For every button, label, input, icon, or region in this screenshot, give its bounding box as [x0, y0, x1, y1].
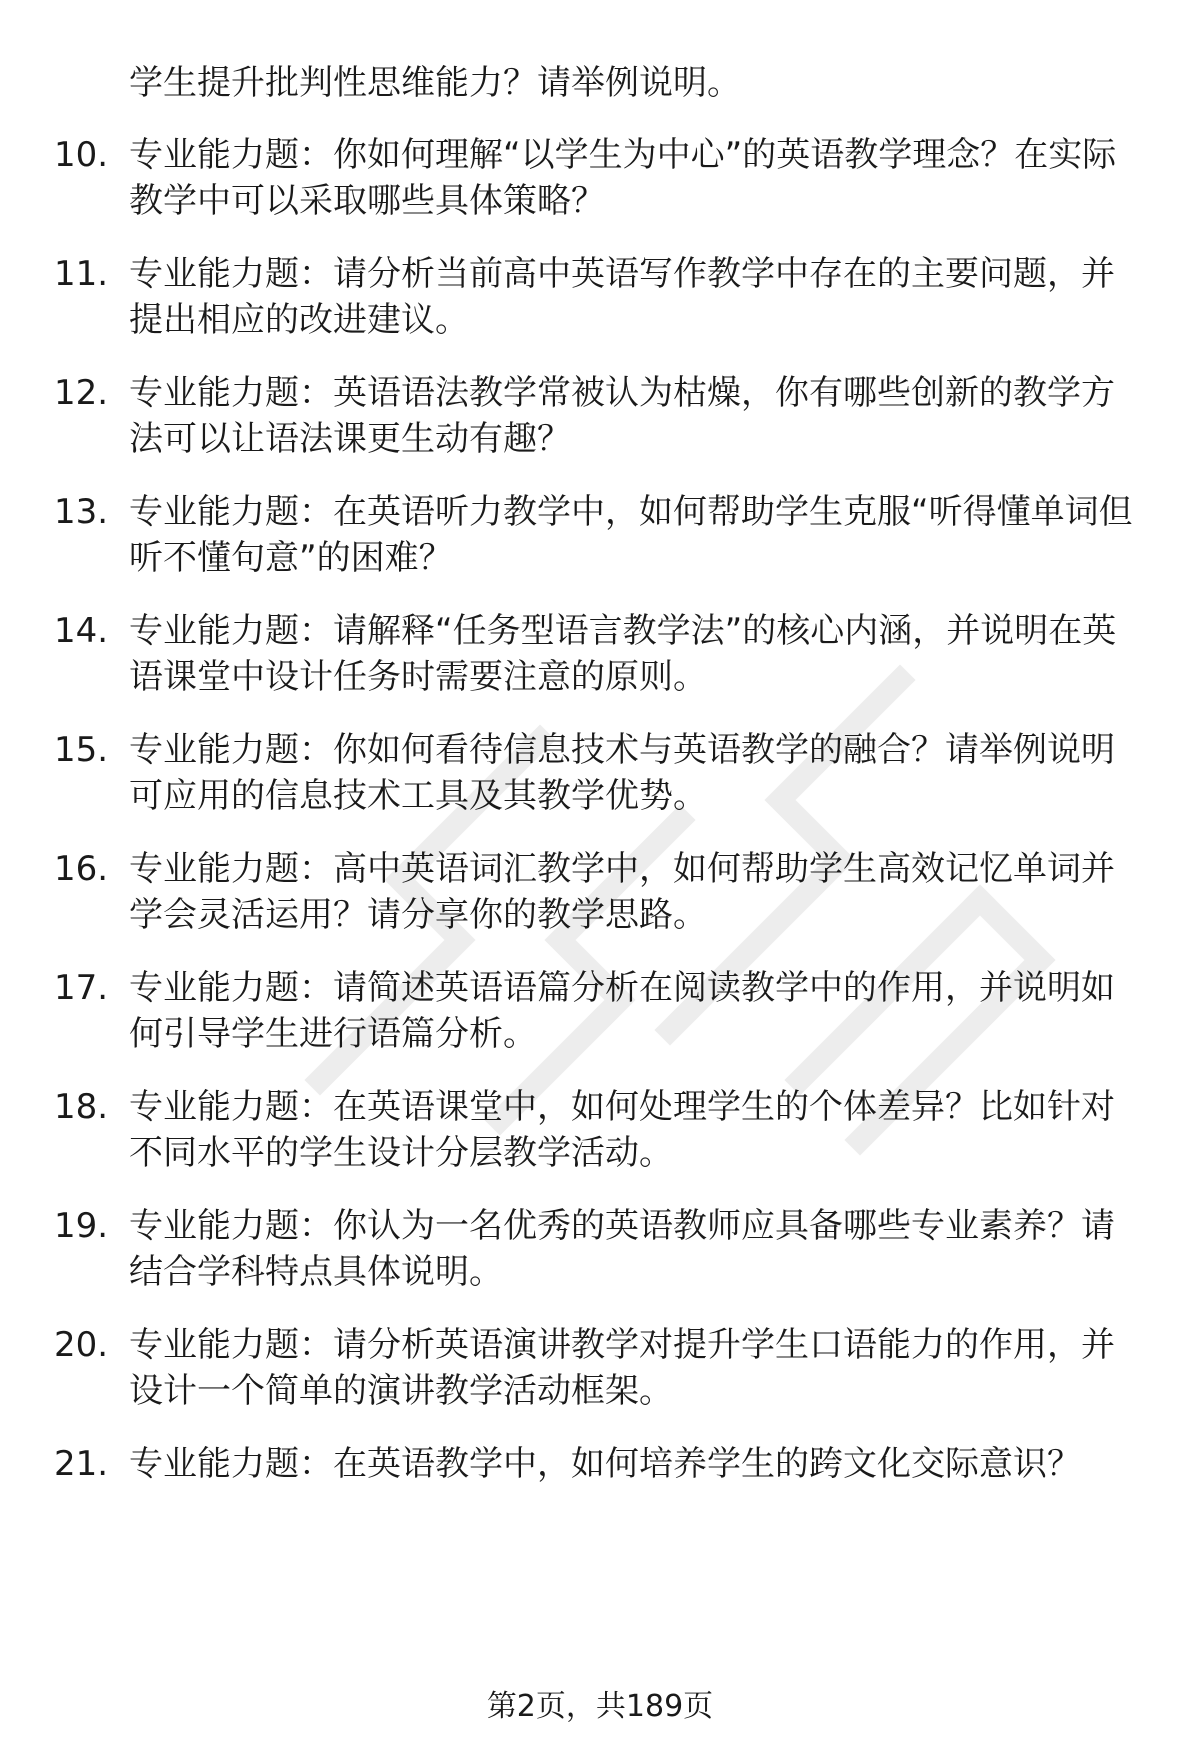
question-text: 专业能力题：请解释“任务型语言教学法”的核心内涵，并说明在英语课堂中设计任务时需要注意的原则。: [129, 611, 1117, 697]
question-number: 14.: [54, 611, 109, 651]
list-item: [0, 1322, 1200, 1422]
question-number: 18.: [54, 1087, 109, 1127]
page-footer: 第2页，共189页: [486, 1689, 714, 1724]
question-number: 11.: [54, 254, 109, 294]
question-number: 20.: [54, 1325, 109, 1365]
list-item: [0, 1441, 1200, 1541]
question-text: 专业能力题：英语语法教学常被认为枯燥，你有哪些创新的教学方法可以让语法课更生动有趣？: [129, 373, 1115, 459]
question-number: 21.: [54, 1444, 109, 1484]
question-number: 10.: [54, 135, 109, 175]
list-item: [0, 965, 1200, 1065]
question-text: 专业能力题：请简述英语语篇分析在阅读教学中的作用，并说明如何引导学生进行语篇分析。: [129, 968, 1115, 1054]
question-text: 专业能力题：你如何看待信息技术与英语教学的融合？请举例说明可应用的信息技术工具及其教学优势。: [129, 730, 1115, 816]
question-number: 16.: [54, 849, 109, 889]
question-number: 12.: [54, 373, 109, 413]
continuation-text: 学生提升批判性思维能力？请举例说明。: [129, 63, 741, 103]
question-text: 专业能力题：在英语课堂中，如何处理学生的个体差异？比如针对不同水平的学生设计分层教学活动。: [129, 1087, 1115, 1173]
list-item: [0, 608, 1200, 708]
list-item: [0, 489, 1200, 589]
list-item: [0, 370, 1200, 470]
question-number: 13.: [54, 492, 109, 532]
list-item: [0, 132, 1200, 232]
list-item: [0, 846, 1200, 946]
question-number: 19.: [54, 1206, 109, 1246]
question-text: 专业能力题：请分析当前高中英语写作教学中存在的主要问题，并提出相应的改进建议。: [129, 254, 1115, 340]
question-number: 17.: [54, 968, 109, 1008]
question-text: 专业能力题：请分析英语演讲教学对提升学生口语能力的作用，并设计一个简单的演讲教学活动框架。: [129, 1325, 1115, 1411]
question-number: 15.: [54, 730, 109, 770]
question-text: 专业能力题：在英语听力教学中，如何帮助学生克服“听得懂单词但听不懂句意”的困难？: [129, 492, 1133, 578]
list-item: [0, 1203, 1200, 1303]
question-text: 专业能力题：你认为一名优秀的英语教师应具备哪些专业素养？请结合学科特点具体说明。: [129, 1206, 1115, 1292]
question-text: 专业能力题：在英语教学中，如何培养学生的跨文化交际意识？: [129, 1444, 1081, 1484]
list-item: [0, 251, 1200, 351]
question-text: 专业能力题：你如何理解“以学生为中心”的英语教学理念？在实际教学中可以采取哪些具体策略？: [129, 135, 1117, 221]
list-item: [0, 727, 1200, 827]
list-item: [0, 1084, 1200, 1184]
question-text: 专业能力题：高中英语词汇教学中，如何帮助学生高效记忆单词并学会灵活运用？请分享你的教学思路。: [129, 849, 1115, 935]
